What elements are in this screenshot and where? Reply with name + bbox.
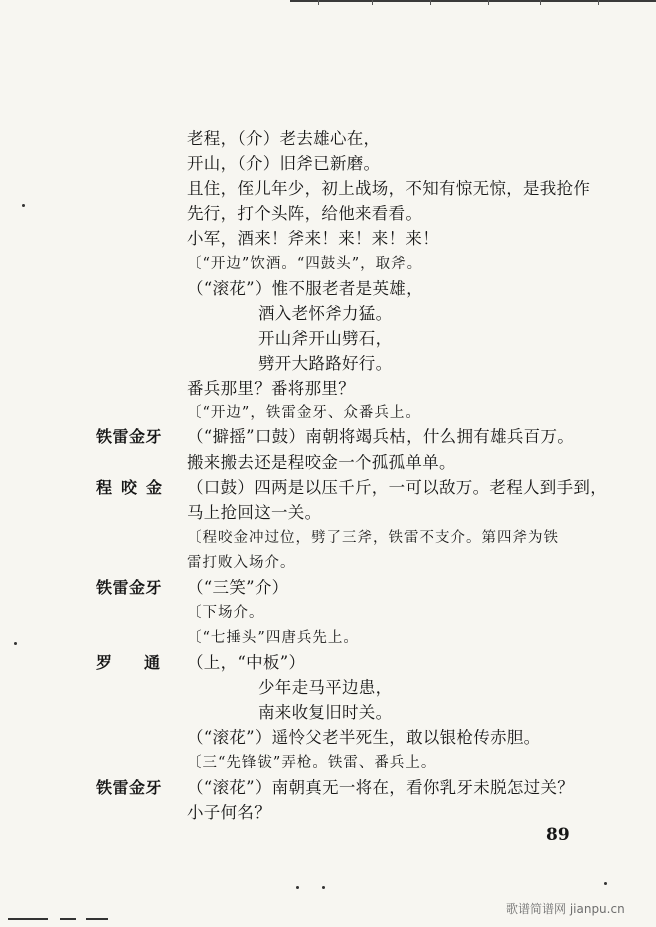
speaker-label: 铁雷金牙 bbox=[96, 778, 163, 797]
verse-line: 南来收复旧时关。 bbox=[258, 703, 393, 722]
script-line: 先行，打个头阵，给他来看看。 bbox=[187, 204, 423, 223]
stage-direction: 〔“七捶头”四唐兵先上。 bbox=[187, 630, 359, 646]
scan-speck bbox=[604, 882, 607, 885]
verse-line: 开山斧开山劈石， bbox=[258, 329, 393, 348]
stage-direction: 雷打败入场介。 bbox=[187, 555, 296, 571]
script-line: 老程，（介）老去雄心在， bbox=[187, 129, 381, 148]
script-line: （“擗摇”口鼓）南朝将竭兵枯，什么拥有雄兵百万。 bbox=[187, 427, 575, 446]
tick bbox=[540, 0, 541, 5]
script-line: （“滚花”）惟不服老者是英雄， bbox=[187, 279, 423, 298]
script-line: （“滚花”）南朝真无一将在，看你乳牙未脱怎过关？ bbox=[187, 778, 575, 797]
scan-speck bbox=[14, 642, 17, 645]
speaker-label: 程咬金 bbox=[96, 478, 172, 497]
script-line: 搬来搬去还是程咬金一个孤孤单单。 bbox=[187, 453, 456, 472]
bottom-edge-mark bbox=[60, 918, 76, 920]
script-line: （口鼓）四两是以压千斤，一可以敌万。老程人到手到， bbox=[187, 478, 607, 497]
script-line: （“三笑”介） bbox=[187, 578, 289, 597]
tick bbox=[488, 0, 489, 5]
tick bbox=[430, 0, 431, 5]
stage-direction: 〔“开边”，铁雷金牙、众番兵上。 bbox=[187, 405, 421, 421]
scan-speck bbox=[322, 886, 325, 889]
top-edge-ticks bbox=[0, 0, 656, 6]
script-line: 小子何名？ bbox=[187, 803, 271, 822]
script-line: 开山，（介）旧斧已新磨。 bbox=[187, 154, 381, 173]
stage-direction: 〔“开边”饮酒。“四鼓头”，取斧。 bbox=[187, 256, 423, 272]
scan-speck bbox=[22, 204, 25, 207]
tick bbox=[598, 0, 599, 5]
script-line: 且住，侄儿年少，初上战场，不知有惊无惊，是我抢作 bbox=[187, 179, 591, 198]
stage-direction: 〔下场介。 bbox=[187, 605, 265, 621]
script-line: 小军，酒来！斧来！来！来！来！ bbox=[187, 229, 439, 248]
watermark: 歌谱简谱网 jianpu.cn bbox=[506, 902, 625, 916]
stage-direction: 〔三“先锋钹”弄枪。铁雷、番兵上。 bbox=[187, 755, 437, 771]
verse-line: 劈开大路路好行。 bbox=[258, 354, 393, 373]
bottom-edge-mark bbox=[86, 918, 108, 920]
script-line: （上，“中板”） bbox=[187, 653, 306, 672]
tick bbox=[372, 0, 373, 5]
speaker-label: 铁雷金牙 bbox=[96, 578, 163, 597]
scan-speck bbox=[296, 886, 299, 889]
script-line: 番兵那里？番将那里？ bbox=[187, 379, 355, 398]
speaker-label: 铁雷金牙 bbox=[96, 427, 163, 446]
speaker-label: 罗通 bbox=[96, 653, 193, 672]
stage-direction: 〔程咬金冲过位，劈了三斧，铁雷不支介。第四斧为铁 bbox=[187, 530, 559, 546]
tick bbox=[318, 0, 319, 5]
script-line: 马上抢回这一关。 bbox=[187, 503, 322, 522]
verse-line: 少年走马平边患， bbox=[258, 678, 393, 697]
verse-line: 酒入老怀斧力猛。 bbox=[258, 304, 393, 323]
page-number: 89 bbox=[546, 825, 570, 845]
bottom-edge-mark bbox=[8, 918, 48, 920]
script-line: （“滚花”）遥怜父老半死生，敢以银枪传赤胆。 bbox=[187, 728, 541, 747]
